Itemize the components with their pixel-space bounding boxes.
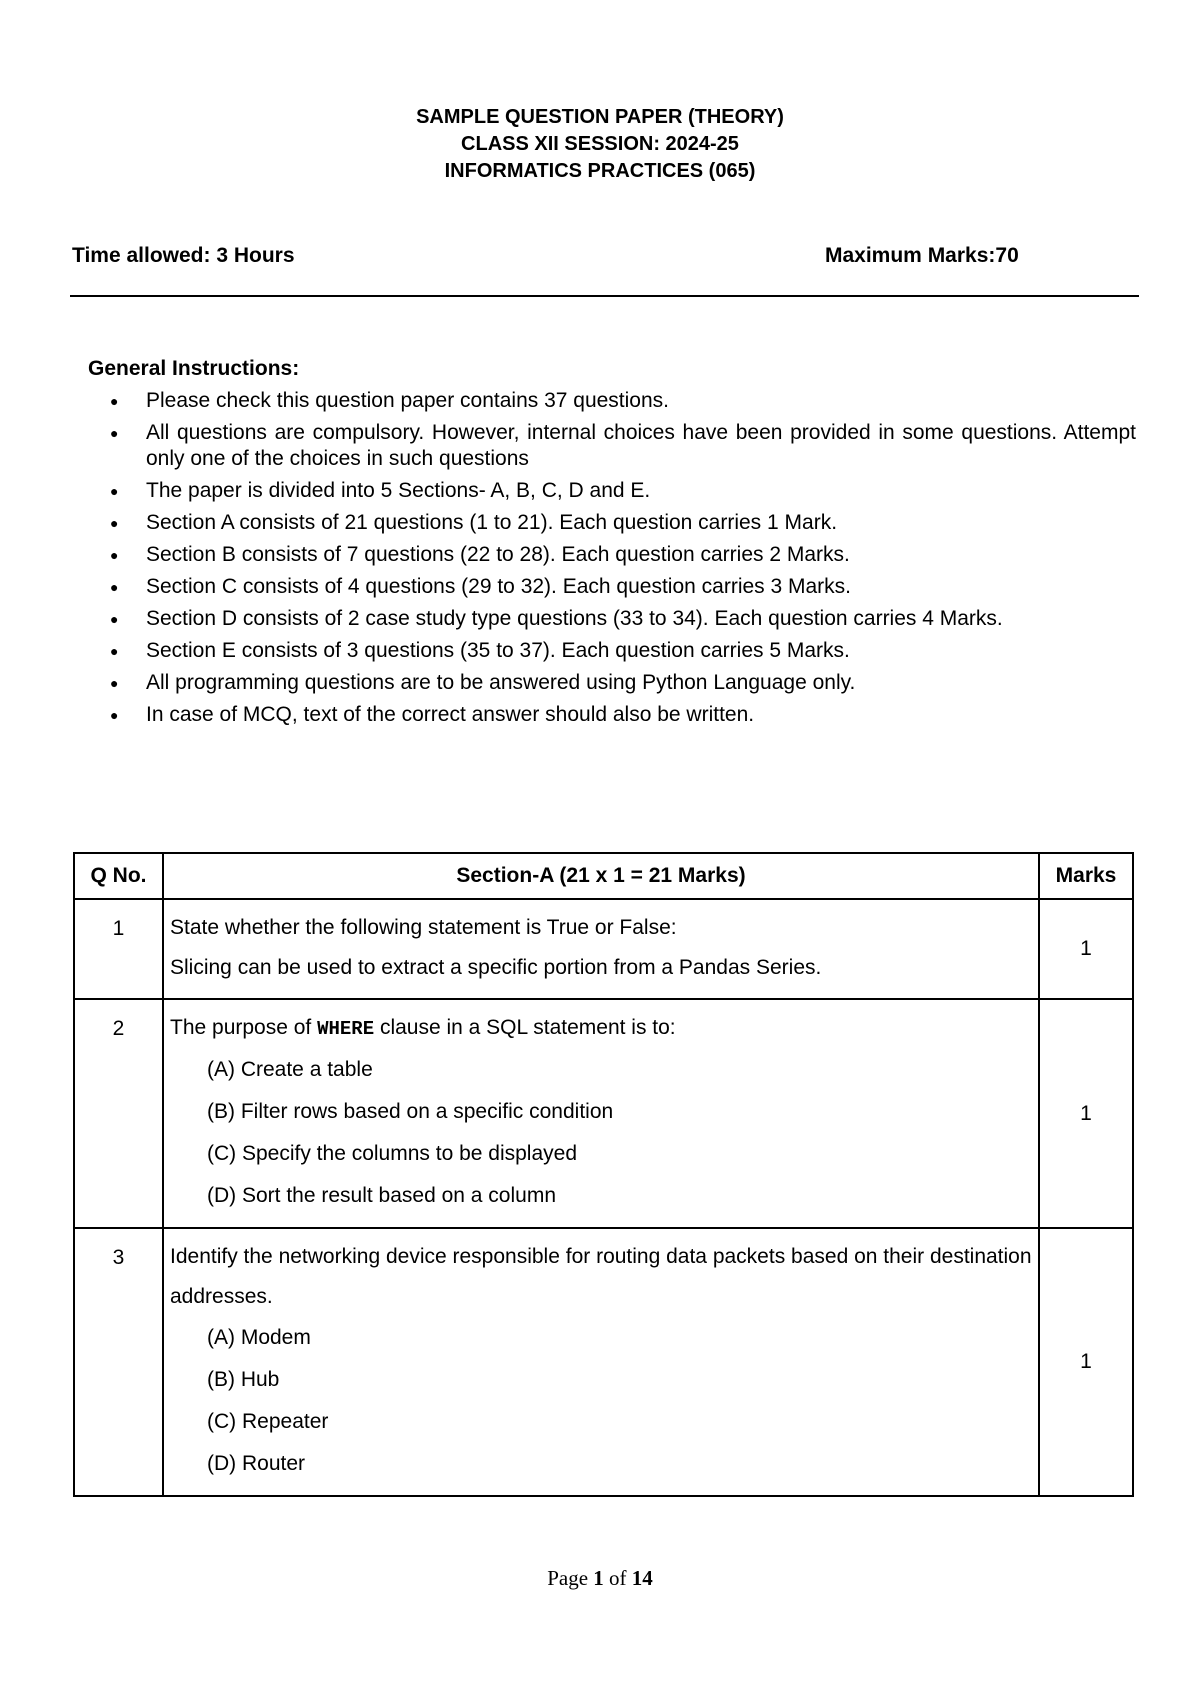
instruction-item: ● All questions are compulsory. However, internal choices have been provided in some questions. Attempt only one of the choices in such questions bbox=[110, 421, 1136, 470]
instruction-item: ● The paper is divided into 5 Sections- A, B, C, D and E. bbox=[110, 479, 651, 502]
paper-header bbox=[0, 104, 1200, 185]
question-marks: 1 bbox=[1039, 999, 1133, 1228]
question-marks: 1 bbox=[1039, 899, 1133, 999]
instruction-item: ● All programming questions are to be answered using Python Language only. bbox=[110, 671, 856, 694]
bullet-icon: ● bbox=[110, 611, 119, 627]
question-stem: The purpose of WHERE clause in a SQL statement is to: bbox=[170, 1016, 676, 1040]
instruction-item: ● Section D consists of 2 case study type questions (33 to 34). Each question carries 4 Marks. bbox=[110, 607, 1003, 630]
total-pages: 14 bbox=[631, 1566, 653, 1590]
option-a: (A) Create a table bbox=[207, 1058, 373, 1081]
instruction-item: ● Section E consists of 3 questions (35 to 37). Each question carries 5 Marks. bbox=[110, 639, 850, 662]
question-text bbox=[163, 899, 1039, 999]
question-line: State whether the following statement is True or False: bbox=[170, 916, 677, 939]
paper-subject: INFORMATICS PRACTICES (065) bbox=[444, 160, 756, 182]
instruction-item: ● Please check this question paper contains 37 questions. bbox=[110, 389, 670, 412]
question-number: 2 bbox=[74, 999, 163, 1228]
bullet-icon: ● bbox=[110, 643, 119, 659]
table-row bbox=[74, 899, 1133, 999]
bullet-icon: ● bbox=[110, 393, 119, 409]
time-allowed: Time allowed: 3 Hours bbox=[72, 244, 295, 267]
instructions-list bbox=[110, 388, 1136, 734]
instructions-title: General Instructions: bbox=[88, 357, 300, 380]
option-a: (A) Modem bbox=[207, 1326, 311, 1349]
option-d: (D) Router bbox=[207, 1452, 306, 1475]
table-row bbox=[74, 1228, 1133, 1496]
header-section: Section-A (21 x 1 = 21 Marks) bbox=[163, 853, 1039, 899]
bullet-icon: ● bbox=[110, 579, 119, 595]
option-d: (D) Sort the result based on a column bbox=[207, 1184, 557, 1207]
paper-class-session: CLASS XII SESSION: 2024-25 bbox=[461, 133, 739, 155]
option-b: (B) Filter rows based on a specific condition bbox=[207, 1100, 614, 1123]
instruction-item: ● Section C consists of 4 questions (29 to 32). Each question carries 3 Marks. bbox=[110, 575, 852, 598]
bullet-icon: ● bbox=[110, 425, 119, 441]
paper-title: SAMPLE QUESTION PAPER (THEORY) bbox=[416, 106, 784, 128]
page-footer: Page 1 of 14 bbox=[547, 1566, 653, 1590]
option-b: (B) Hub bbox=[207, 1368, 280, 1391]
question-marks: 1 bbox=[1039, 1228, 1133, 1496]
instruction-item: ● In case of MCQ, text of the correct answer should also be written. bbox=[110, 703, 755, 726]
current-page: 1 bbox=[593, 1566, 604, 1590]
instruction-item: ● Section A consists of 21 questions (1 to 21). Each question carries 1 Mark. bbox=[110, 511, 838, 534]
option-c: (C) Specify the columns to be displayed bbox=[207, 1142, 578, 1165]
question-line: Slicing can be used to extract a specific portion from a Pandas Series. bbox=[170, 956, 822, 979]
question-text bbox=[163, 999, 1039, 1228]
bullet-icon: ● bbox=[110, 707, 119, 723]
bullet-icon: ● bbox=[110, 547, 119, 563]
bullet-icon: ● bbox=[110, 515, 119, 531]
sql-keyword: WHERE bbox=[317, 1018, 375, 1040]
instruction-item: ● Section B consists of 7 questions (22 to 28). Each question carries 2 Marks. bbox=[110, 543, 850, 566]
bullet-icon: ● bbox=[110, 483, 119, 499]
table-row bbox=[74, 999, 1133, 1228]
question-number: 3 bbox=[74, 1228, 163, 1496]
question-stem: Identify the networking device responsible for routing data packets based on their destination addresses. bbox=[170, 1245, 1032, 1308]
option-c: (C) Repeater bbox=[207, 1410, 329, 1433]
question-number: 1 bbox=[74, 899, 163, 999]
bullet-icon: ● bbox=[110, 675, 119, 691]
section-a-table bbox=[73, 852, 1134, 1497]
header-divider bbox=[70, 295, 1139, 297]
maximum-marks: Maximum Marks:70 bbox=[825, 244, 1019, 267]
question-text bbox=[163, 1228, 1039, 1496]
table-header-row bbox=[74, 853, 1133, 899]
header-qno: Q No. bbox=[74, 853, 163, 899]
header-marks: Marks bbox=[1039, 853, 1133, 899]
